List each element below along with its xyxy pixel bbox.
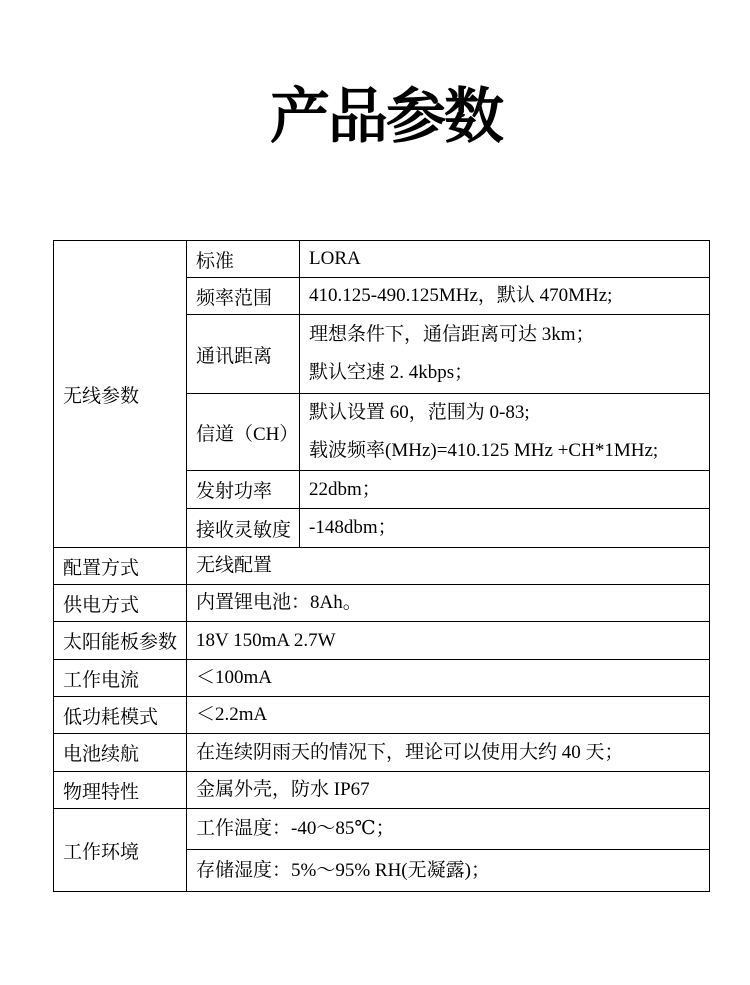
value-line: 默认空速 2. 4kbps； — [309, 362, 474, 383]
table-row — [54, 622, 710, 660]
param-value-rx-sensitivity — [300, 509, 710, 548]
value-line: 在连续阴雨天的情况下，理论可以使用大约 40 天； — [196, 741, 624, 763]
table-row — [54, 697, 710, 734]
table-row — [54, 660, 710, 697]
row-value-battery-life — [187, 734, 710, 772]
value-line: ＜100mA — [196, 667, 273, 688]
value-line: 载波频率(MHz)=410.125 MHz +CH*1MHz; — [309, 440, 659, 461]
row-label-battery-life: 电池续航 — [54, 734, 187, 772]
row-value-physical — [187, 772, 710, 809]
value-line: 金属外壳，防水 IP67 — [196, 779, 370, 800]
row-value-working-temperature — [187, 809, 710, 850]
value-line: ＜2.2mA — [196, 704, 268, 725]
group-label-environment: 工作环境 — [54, 809, 187, 892]
value-line: 存储湿度：5%～95% RH(无凝露)； — [196, 859, 490, 881]
param-value-frequency-range — [300, 278, 710, 315]
value-line: 410.125-490.125MHz，默认 470MHz; — [309, 285, 613, 306]
table-row — [54, 241, 710, 278]
param-label-standard: 标准 — [187, 241, 300, 278]
param-label-frequency-range: 频率范围 — [187, 278, 300, 315]
row-label-power-supply: 供电方式 — [54, 585, 187, 622]
param-value-comm-distance — [300, 315, 710, 394]
value-line: 无线配置 — [196, 555, 273, 576]
row-value-power-supply — [187, 585, 710, 622]
row-value-working-current — [187, 660, 710, 697]
value-line: LORA — [309, 248, 361, 269]
row-label-working-current: 工作电流 — [54, 660, 187, 697]
table-row — [54, 772, 710, 809]
group-label-wireless: 无线参数 — [54, 241, 187, 548]
row-value-config-mode — [187, 548, 710, 585]
param-label-channel: 信道（CH） — [187, 394, 300, 471]
param-value-standard — [300, 241, 710, 278]
value-line: 22dbm； — [309, 478, 381, 500]
page-title: 产品参数 — [270, 83, 502, 150]
row-label-low-power-mode: 低功耗模式 — [54, 697, 187, 734]
param-value-tx-power — [300, 471, 710, 509]
param-label-rx-sensitivity: 接收灵敏度 — [187, 509, 300, 548]
row-label-solar-panel: 太阳能板参数 — [54, 622, 187, 660]
row-label-physical: 物理特性 — [54, 772, 187, 809]
value-line: 工作温度：-40～85℃； — [196, 818, 395, 839]
row-value-low-power-mode — [187, 697, 710, 734]
param-value-channel — [300, 394, 710, 471]
param-label-tx-power: 发射功率 — [187, 471, 300, 509]
value-line: 18V 150mA 2.7W — [196, 629, 336, 651]
row-value-solar-panel — [187, 622, 710, 660]
param-label-comm-distance: 通讯距离 — [187, 315, 300, 394]
row-label-config-mode: 配置方式 — [54, 548, 187, 585]
table-row — [54, 809, 710, 850]
row-value-storage-humidity — [187, 850, 710, 892]
value-line: 默认设置 60，范围为 0-83; — [309, 402, 530, 423]
value-line: -148dbm； — [309, 517, 397, 538]
table-row — [54, 734, 710, 772]
value-line: 内置锂电池：8Ah。 — [196, 592, 362, 613]
table-row — [54, 585, 710, 622]
product-spec-table — [53, 240, 710, 892]
table-row — [54, 548, 710, 585]
value-line: 理想条件下，通信距离可达 3km； — [309, 324, 595, 345]
